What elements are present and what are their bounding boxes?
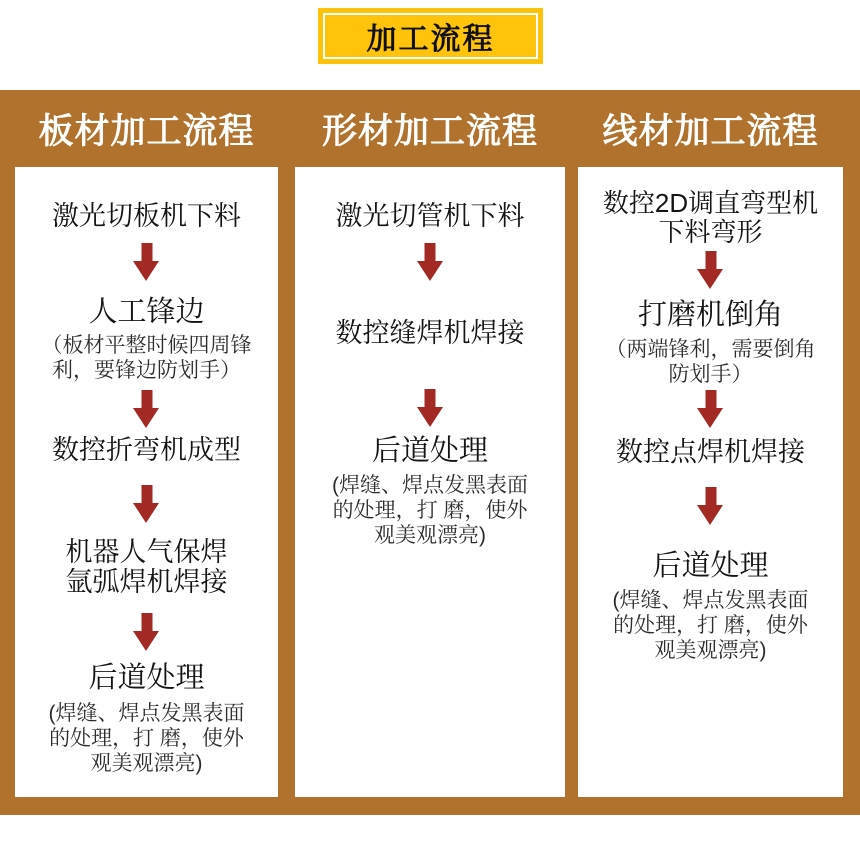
note-line: (焊缝、焊点发黑表面: [612, 589, 809, 613]
process-step: 数控点焊机焊接: [616, 437, 805, 468]
page-title: 加工流程: [323, 13, 538, 59]
note-line: 观美观漂亮): [90, 752, 203, 776]
note-line: 观美观漂亮): [654, 639, 767, 663]
down-arrow-icon: [417, 243, 444, 281]
column-panel-sheet: [15, 167, 278, 797]
down-arrow-icon: [133, 390, 160, 428]
column-header-profile: 形材加工流程: [321, 111, 538, 151]
process-step: 数控缝焊机焊接: [335, 317, 525, 348]
down-arrow-icon: [417, 389, 444, 427]
note-line: （板材平整时候四周锋: [41, 334, 252, 357]
note-line: 的处理，打 磨，使外: [49, 727, 244, 751]
column-panel-profile: [295, 167, 565, 797]
process-step: 后道处理: [88, 662, 205, 695]
process-step: 打磨机倒角: [637, 299, 783, 332]
step-note: [606, 337, 816, 387]
note-line: (焊缝、焊点发黑表面: [332, 473, 528, 497]
process-step: 人工锋边: [88, 295, 205, 328]
down-arrow-icon: [697, 251, 724, 289]
column-wire-material: [578, 90, 843, 797]
column-header-sheet: 板材加工流程: [38, 111, 255, 151]
down-arrow-icon: [133, 243, 160, 281]
down-arrow-icon: [697, 390, 724, 428]
note-line: 利，要锋边防划手）: [52, 359, 241, 382]
process-step: 激光切板机下料: [52, 201, 241, 231]
note-line: 观美观漂亮): [374, 523, 486, 547]
note-line: 防划手）: [668, 363, 753, 387]
flow-section: [0, 90, 860, 815]
process-step: 数控折弯机成型: [52, 435, 241, 465]
down-arrow-icon: [133, 613, 160, 651]
step-line: 机器人气保焊: [65, 536, 228, 567]
column-panel-wire: [578, 167, 843, 797]
note-line: 的处理，打 磨，使外: [332, 498, 528, 522]
step-line: 下料弯形: [658, 217, 763, 248]
column-profile-material: [295, 90, 565, 797]
note-line: 的处理，打 磨，使外: [613, 614, 808, 638]
note-line: (焊缝、焊点发黑表面: [48, 702, 245, 726]
down-arrow-icon: [697, 487, 724, 525]
step-line: 数控2D调直弯型机: [602, 188, 819, 218]
process-step: 后道处理: [652, 550, 769, 583]
note-line: （两端锋利，需要倒角: [605, 338, 816, 362]
step-line: 氩弧焊机焊接: [65, 566, 228, 597]
step-note: [42, 333, 252, 383]
step-note: [613, 588, 809, 663]
down-arrow-icon: [133, 485, 160, 523]
process-step: 激光切管机下料: [335, 201, 525, 231]
column-sheet-material: [15, 90, 278, 797]
step-note: [332, 473, 528, 548]
process-step: [66, 537, 228, 597]
process-step: [603, 189, 818, 247]
process-step: 后道处理: [371, 434, 488, 467]
title-banner: [318, 8, 543, 64]
step-note: [49, 701, 245, 776]
column-header-wire: 线材加工流程: [602, 111, 819, 151]
